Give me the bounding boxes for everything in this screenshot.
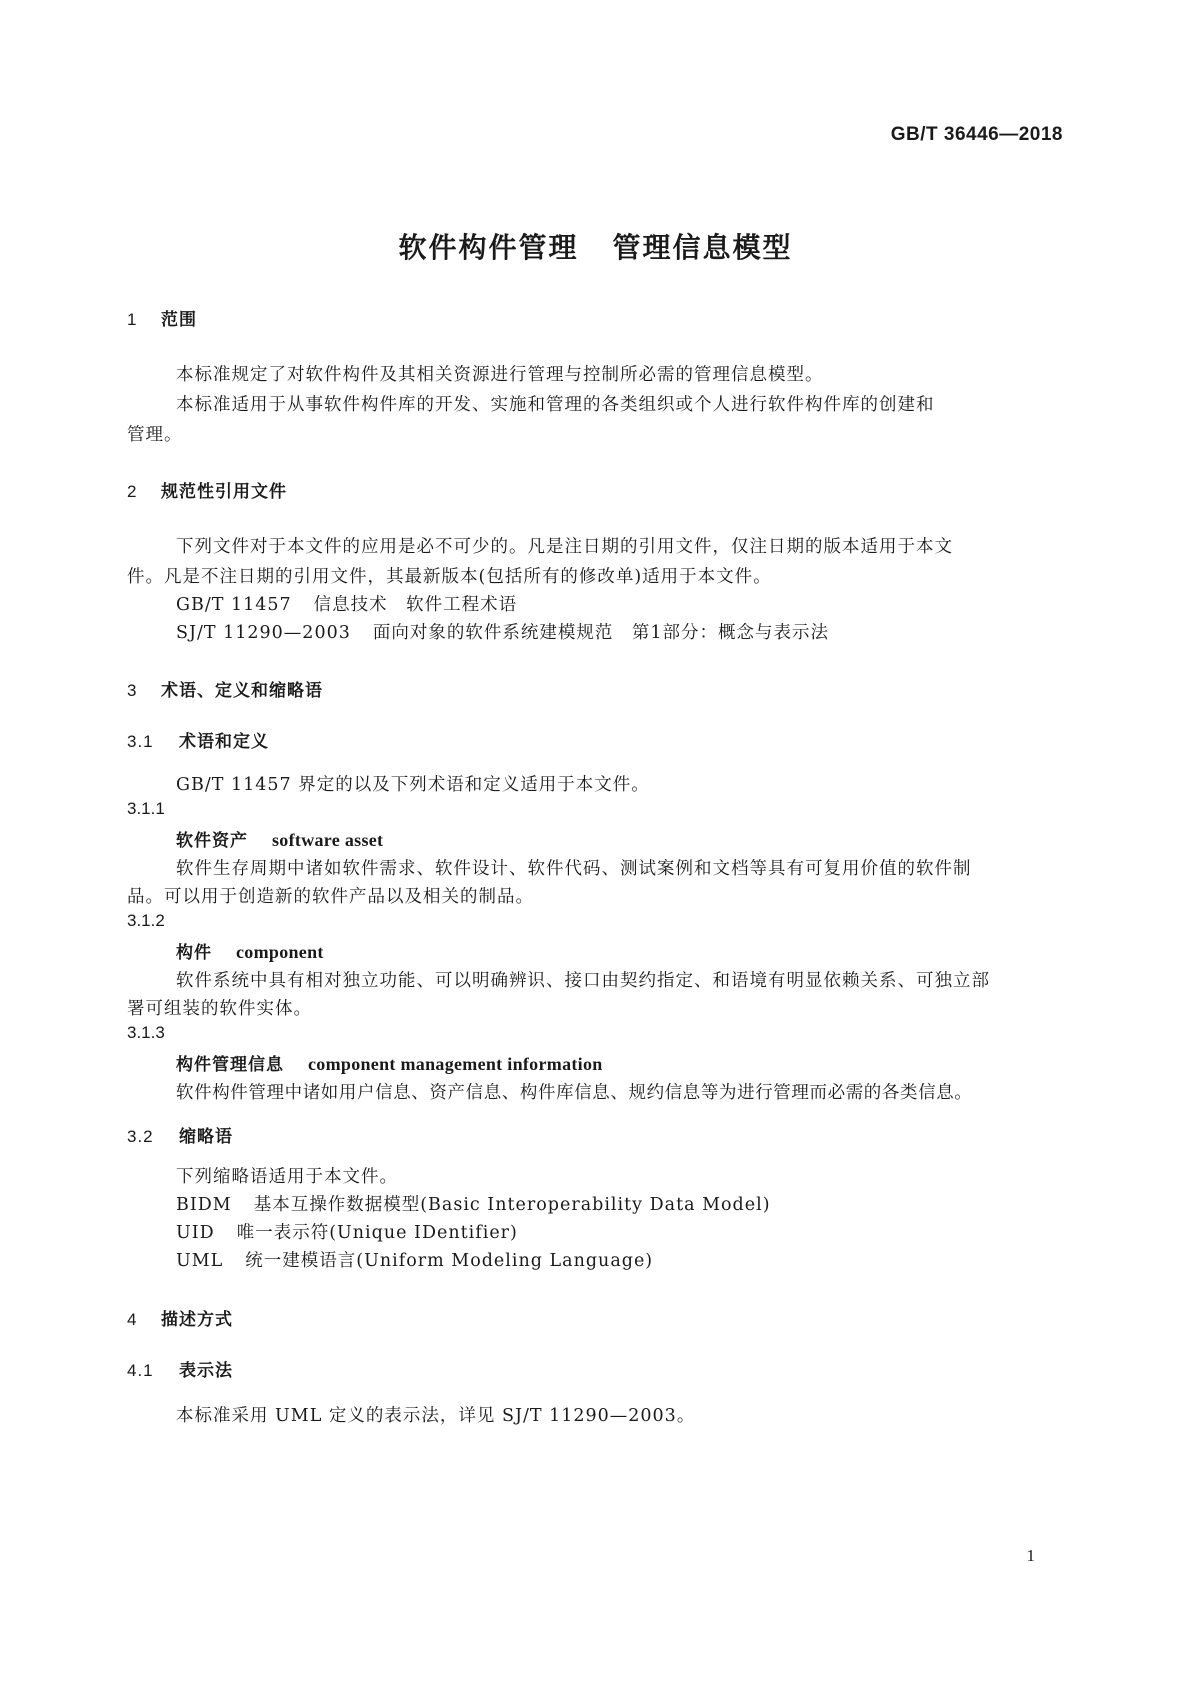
subsection-title: 表示法: [179, 1361, 233, 1381]
page-number: 1: [1026, 1546, 1035, 1565]
paragraph-continuation: 管理。: [127, 425, 183, 445]
section-1-heading: [127, 305, 197, 330]
reference-code: GB/T 11457: [176, 595, 292, 615]
reference-title: 信息技术 软件工程术语: [313, 595, 518, 615]
term-number: 3.1.3: [127, 1023, 165, 1042]
term-english: software asset: [272, 830, 384, 850]
term-chinese: 软件资产: [176, 831, 248, 851]
abbreviation-entry: [176, 1247, 653, 1272]
subsection-number: 4.1: [127, 1361, 154, 1380]
section-title: 规范性引用文件: [161, 482, 287, 502]
term-english: component management information: [308, 1054, 603, 1074]
section-title: 术语、定义和缩略语: [161, 681, 323, 701]
abbreviation-code: UID: [176, 1223, 215, 1243]
abbreviation-description: 基本互操作数据模型(Basic Interoperability Data Model): [253, 1195, 771, 1215]
paragraph: 本标准适用于从事软件构件库的开发、实施和管理的各类组织或个人进行软件构件库的创建和: [176, 395, 935, 415]
title-main: 软件构件管理: [398, 231, 579, 264]
subsection-3-1-heading: [127, 727, 269, 752]
term-number: 3.1.1: [127, 799, 165, 818]
term-heading: [176, 1050, 603, 1075]
term-chinese: 构件管理信息: [176, 1055, 284, 1075]
term-definition: 软件生存周期中诸如软件需求、软件设计、软件代码、测试案例和文档等具有可复用价值的软件制: [176, 859, 972, 879]
page-title: [0, 226, 1191, 266]
section-number: 3: [127, 681, 138, 700]
subsection-number: 3.1: [127, 732, 154, 751]
section-number: 4: [127, 1310, 138, 1329]
term-definition-continuation: 品。可以用于创造新的软件产品以及相关的制品。: [127, 887, 534, 907]
standard-id: GB/T 36446—2018: [890, 124, 1063, 145]
section-title: 范围: [161, 310, 197, 330]
reference-code: SJ/T 11290—2003: [176, 623, 351, 643]
title-sub: 管理信息模型: [612, 231, 793, 264]
abbreviation-entry: [176, 1219, 518, 1244]
paragraph: 本标准规定了对软件构件及其相关资源进行管理与控制所必需的管理信息模型。: [176, 365, 824, 385]
subsection-3-2-heading: [127, 1122, 233, 1147]
section-title: 描述方式: [161, 1310, 233, 1330]
term-chinese: 构件: [176, 943, 212, 963]
abbreviation-entry: [176, 1191, 771, 1216]
reference-title: 面向对象的软件系统建模规范 第1部分：概念与表示法: [372, 623, 829, 643]
term-number: 3.1.2: [127, 911, 165, 930]
section-number: 2: [127, 482, 138, 501]
term-heading: [176, 938, 324, 963]
paragraph: GB/T 11457 界定的以及下列术语和定义适用于本文件。: [176, 775, 650, 795]
paragraph-continuation: 件。凡是不注日期的引用文件，其最新版本(包括所有的修改单)适用于本文件。: [127, 567, 772, 587]
paragraph: 下列文件对于本文件的应用是必不可少的。凡是注日期的引用文件，仅注日期的版本适用于本文: [176, 537, 953, 557]
abbreviation-description: 唯一表示符(Unique IDentifier): [236, 1223, 518, 1243]
normative-reference: [176, 591, 517, 616]
term-english: component: [236, 942, 324, 962]
term-heading: [176, 826, 383, 851]
section-3-heading: [127, 676, 323, 701]
normative-reference: [176, 619, 829, 644]
term-definition-continuation: 署可组装的软件实体。: [127, 999, 312, 1019]
abbreviation-code: UML: [176, 1251, 224, 1271]
abbreviation-description: 统一建模语言(Uniform Modeling Language): [245, 1251, 654, 1271]
section-2-heading: [127, 477, 287, 502]
paragraph: 本标准采用 UML 定义的表示法，详见 SJ/T 11290—2003。: [176, 1406, 696, 1426]
term-definition: 软件系统中具有相对独立功能、可以明确辨识、接口由契约指定、和语境有明显依赖关系、可独立部: [176, 971, 990, 991]
section-4-heading: [127, 1305, 233, 1330]
section-number: 1: [127, 310, 138, 329]
abbreviation-code: BIDM: [176, 1195, 232, 1215]
subsection-title: 缩略语: [179, 1127, 233, 1147]
subsection-number: 3.2: [127, 1127, 154, 1146]
paragraph: 下列缩略语适用于本文件。: [176, 1167, 398, 1187]
term-definition: 软件构件管理中诸如用户信息、资产信息、构件库信息、规约信息等为进行管理而必需的各类信息。: [176, 1083, 973, 1103]
subsection-title: 术语和定义: [179, 732, 269, 752]
subsection-4-1-heading: [127, 1356, 233, 1381]
